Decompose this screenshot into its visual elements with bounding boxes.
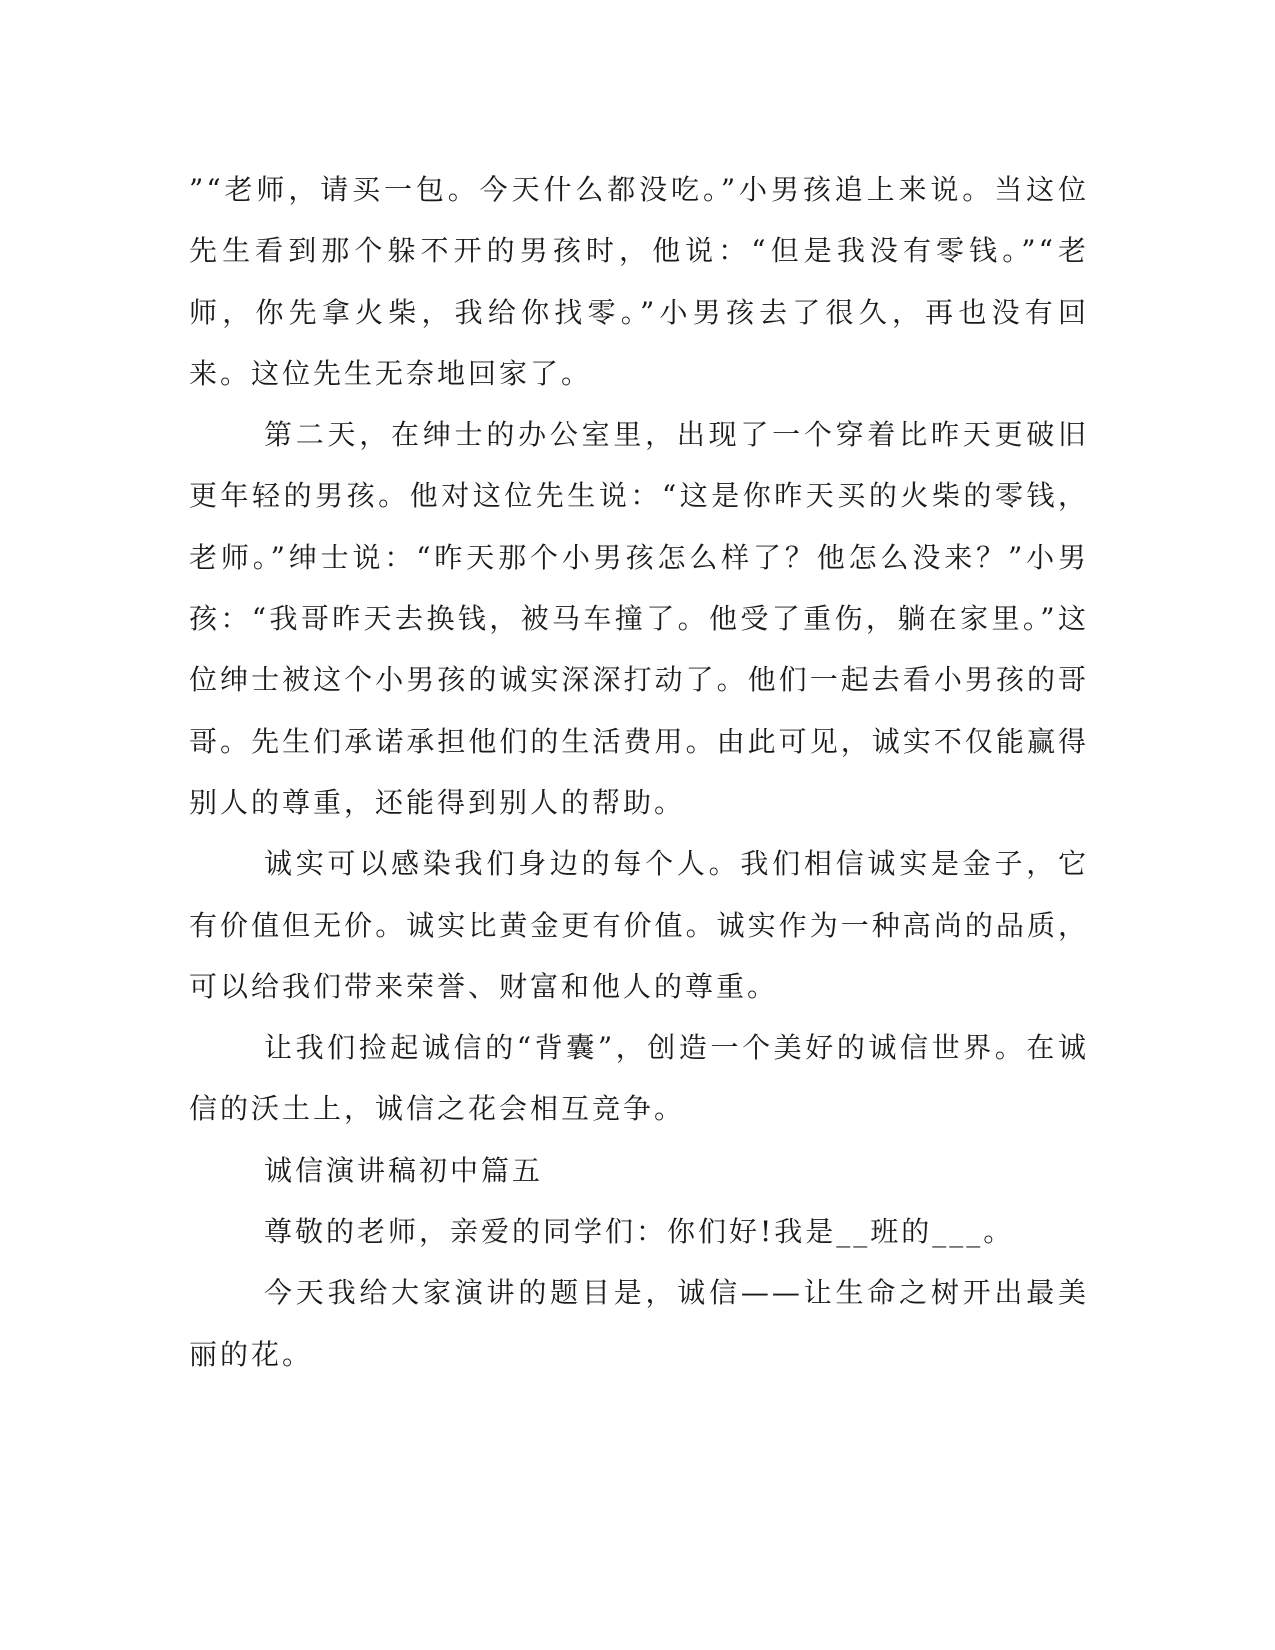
paragraph-topic: 今天我给大家演讲的题目是，诚信——让生命之树开出最美丽的花。 — [189, 1276, 1089, 1371]
section-heading: 诚信演讲稿初中篇五 — [264, 1153, 544, 1187]
paragraph-story-continuation: ”“老师，请买一包。今天什么都没吃。”小男孩追上来说。当这位先生看到那个躲不开的男孩时，他说：“但是我没有零钱。”“老师，你先拿火柴，我给你找零。”小男孩去了很久，再也没有回来。这位先生无奈地回家了。 — [189, 173, 1089, 390]
paragraph-greeting: 尊敬的老师，亲爱的同学们：你们好!我是__班的___。 — [264, 1215, 1015, 1249]
paragraph-honesty-value: 诚实可以感染我们身边的每个人。我们相信诚实是金子，它有价值但无价。诚实比黄金更有价值。诚实作为一种高尚的品质，可以给我们带来荣誉、财富和他人的尊重。 — [189, 847, 1089, 1003]
document-body — [189, 159, 1089, 1385]
paragraph-second-day: 第二天，在绅士的办公室里，出现了一个穿着比昨天更破旧更年轻的男孩。他对这位先生说：“这是你昨天买的火柴的零钱，老师。”绅士说：“昨天那个小男孩怎么样了？他怎么没来？”小男孩：“我哥昨天去换钱，被马车撞了。他受了重伤，躺在家里。”这位绅士被这个小男孩的诚实深深打动了。他们一起去看小男孩的哥哥。先生们承诺承担他们的生活费用。由此可见，诚实不仅能赢得别人的尊重，还能得到别人的帮助。 — [189, 418, 1089, 819]
paragraph-call-to-action: 让我们捡起诚信的“背囊”，创造一个美好的诚信世界。在诚信的沃土上，诚信之花会相互竞争。 — [189, 1031, 1089, 1126]
